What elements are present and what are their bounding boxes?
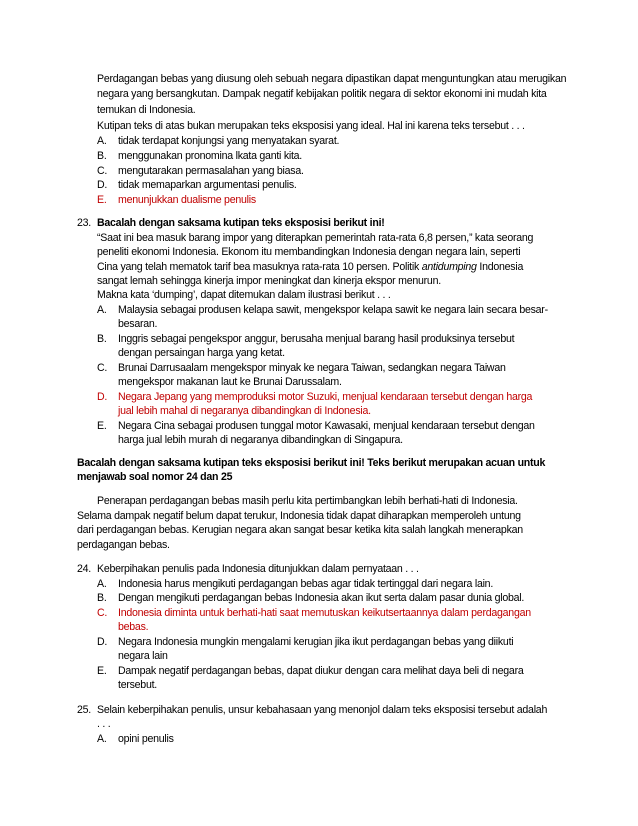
option-label: A. bbox=[97, 304, 107, 316]
question-prompt: Selain keberpihakan penulis, unsur kebahasaan yang menonjol dalam teks eksposisi tersebut adalah bbox=[97, 704, 548, 716]
option-text-answer: menunjukkan dualisme penulis bbox=[118, 194, 256, 206]
intro-passage: Perdagangan bebas yang diusung oleh sebuah negara dipastikan dapat menguntungkan atau merugikan negara yang bersangkutan. Dampak negatif kebijakan politik negara di sektor ekonomi ini mudah kita temukan di Indonesia. bbox=[97, 73, 567, 116]
option-text: tidak memaparkan argumentasi penulis. bbox=[118, 179, 297, 191]
quote-line: sangat lemah sehingga kinerja impor meningkat dan kinerja ekspor menurun. bbox=[97, 275, 441, 287]
option-label: C. bbox=[97, 165, 108, 177]
option-label: D. bbox=[97, 636, 108, 648]
option-label: D. bbox=[97, 179, 108, 191]
option-text: Inggris sebagai pengekspor anggur, berusaha menjual barang hasil produksinya tersebut bbox=[118, 333, 515, 345]
question-prompt: Keberpihakan penulis pada Indonesia ditunjukkan dalam pernyataan . . . bbox=[97, 563, 419, 575]
option-text: opini penulis bbox=[118, 733, 174, 745]
option-label: B. bbox=[97, 150, 107, 162]
option-text: negara lain bbox=[118, 650, 168, 662]
option-text: Brunai Darrusaalam mengekspor minyak ke negara Taiwan, sedangkan negara Taiwan bbox=[118, 362, 506, 374]
quote-text: Cina yang telah mematok tarif bea masuknya rata-rata 10 persen. Politik bbox=[97, 261, 420, 273]
option-label: B. bbox=[97, 592, 107, 604]
option-text-answer: Indonesia diminta untuk berhati-hati saat memutuskan keikutsertaannya dalam perdagangan bbox=[118, 607, 531, 619]
option-text: Malaysia sebagai produsen kelapa sawit, mengekspor kelapa sawit ke negara lain secara besar- bbox=[118, 304, 548, 316]
quote-line: Makna kata ‘dumping’, dapat ditemukan dalam ilustrasi berikut . . . bbox=[97, 289, 391, 301]
option-label: E. bbox=[97, 420, 107, 432]
option-text-answer: bebas. bbox=[118, 621, 149, 633]
quote-line: “Saat ini bea masuk barang impor yang diterapkan pemerintah rata-rata 6,8 persen,” kata seorang bbox=[97, 232, 534, 244]
section-passage-line: perdagangan bebas. bbox=[77, 539, 170, 551]
question-number: 25. bbox=[77, 704, 91, 716]
option-label: B. bbox=[97, 333, 107, 345]
option-label: C. bbox=[97, 362, 108, 374]
option-text: Negara Cina sebagai produsen tunggal motor Kawasaki, menjual kendaraan tersebut dengan bbox=[118, 420, 535, 432]
question-prompt: Bacalah dengan saksama kutipan teks eksposisi berikut ini! bbox=[97, 217, 385, 229]
question-number: 23. bbox=[77, 217, 91, 229]
section-passage-line: Penerapan perdagangan bebas masih perlu kita pertimbangkan lebih berhati-hati di Indonesia. bbox=[97, 495, 518, 507]
quote-line: peneliti ekonomi Indonesia. Ekonom itu membandingkan Indonesia dengan negara lain, seperti bbox=[97, 246, 521, 258]
option-text: Indonesia harus mengikuti perdagangan bebas agar tidak tertinggal dari negara lain. bbox=[118, 578, 494, 590]
option-text: Dengan mengikuti perdagangan bebas Indonesia akan ikut serta dalam pasar dunia global. bbox=[118, 592, 525, 604]
option-text: menggunakan pronomina lkata ganti kita. bbox=[118, 150, 303, 162]
option-text: tersebut. bbox=[118, 679, 157, 691]
option-label: A. bbox=[97, 578, 107, 590]
section-heading: Bacalah dengan saksama kutipan teks eksposisi berikut ini! Teks berikut merupakan acuan untuk bbox=[77, 457, 546, 469]
option-text: dengan persaingan harga yang ketat. bbox=[118, 347, 285, 359]
option-text: Negara Indonesia mungkin mengalami kerugian jika ikut perdagangan bebas yang diikuti bbox=[118, 636, 514, 648]
section-passage-line: Selama dampak negatif belum dapat terukur, Indonesia tidak dapat diharapkan memperoleh untung bbox=[77, 510, 521, 522]
intro-question: Kutipan teks di atas bukan merupakan teks eksposisi yang ideal. Hal ini karena teks tersebut . . . bbox=[97, 120, 525, 132]
option-text-answer: Negara Jepang yang memproduksi motor Suzuki, menjual kendaraan tersebut dengan harga bbox=[118, 391, 533, 403]
option-label-answer: E. bbox=[97, 194, 107, 206]
option-label: A. bbox=[97, 135, 107, 147]
option-text-answer: jual lebih mahal di negaranya dibandingkan di Indonesia. bbox=[118, 405, 371, 417]
option-text: mengekspor makanan laut ke Brunai Darussalam. bbox=[118, 376, 342, 388]
quote-italic-term: antidumping bbox=[421, 261, 477, 273]
question-number: 24. bbox=[77, 563, 91, 575]
option-text: mengutarakan permasalahan yang biasa. bbox=[118, 165, 304, 177]
option-text: besaran. bbox=[118, 318, 158, 330]
option-label-answer: D. bbox=[97, 391, 108, 403]
option-label-answer: C. bbox=[97, 607, 108, 619]
section-passage-line: dari perdagangan bebas. Kerugian negara akan sangat besar ketika kita salah langkah menerapkan bbox=[77, 524, 523, 536]
option-text: tidak terdapat konjungsi yang menyatakan syarat. bbox=[118, 135, 340, 147]
option-label: E. bbox=[97, 665, 107, 677]
option-text: harga jual lebih murah di negaranya dibandingkan di Singapura. bbox=[118, 434, 403, 446]
quote-text: Indonesia bbox=[479, 261, 524, 273]
question-prompt-continuation: . . . bbox=[97, 718, 111, 730]
section-heading: menjawab soal nomor 24 dan 25 bbox=[77, 471, 233, 483]
option-label: A. bbox=[97, 733, 107, 745]
option-text: Dampak negatif perdagangan bebas, dapat diukur dengan cara melihat daya beli di negara bbox=[118, 665, 524, 677]
quote-line bbox=[97, 260, 523, 275]
